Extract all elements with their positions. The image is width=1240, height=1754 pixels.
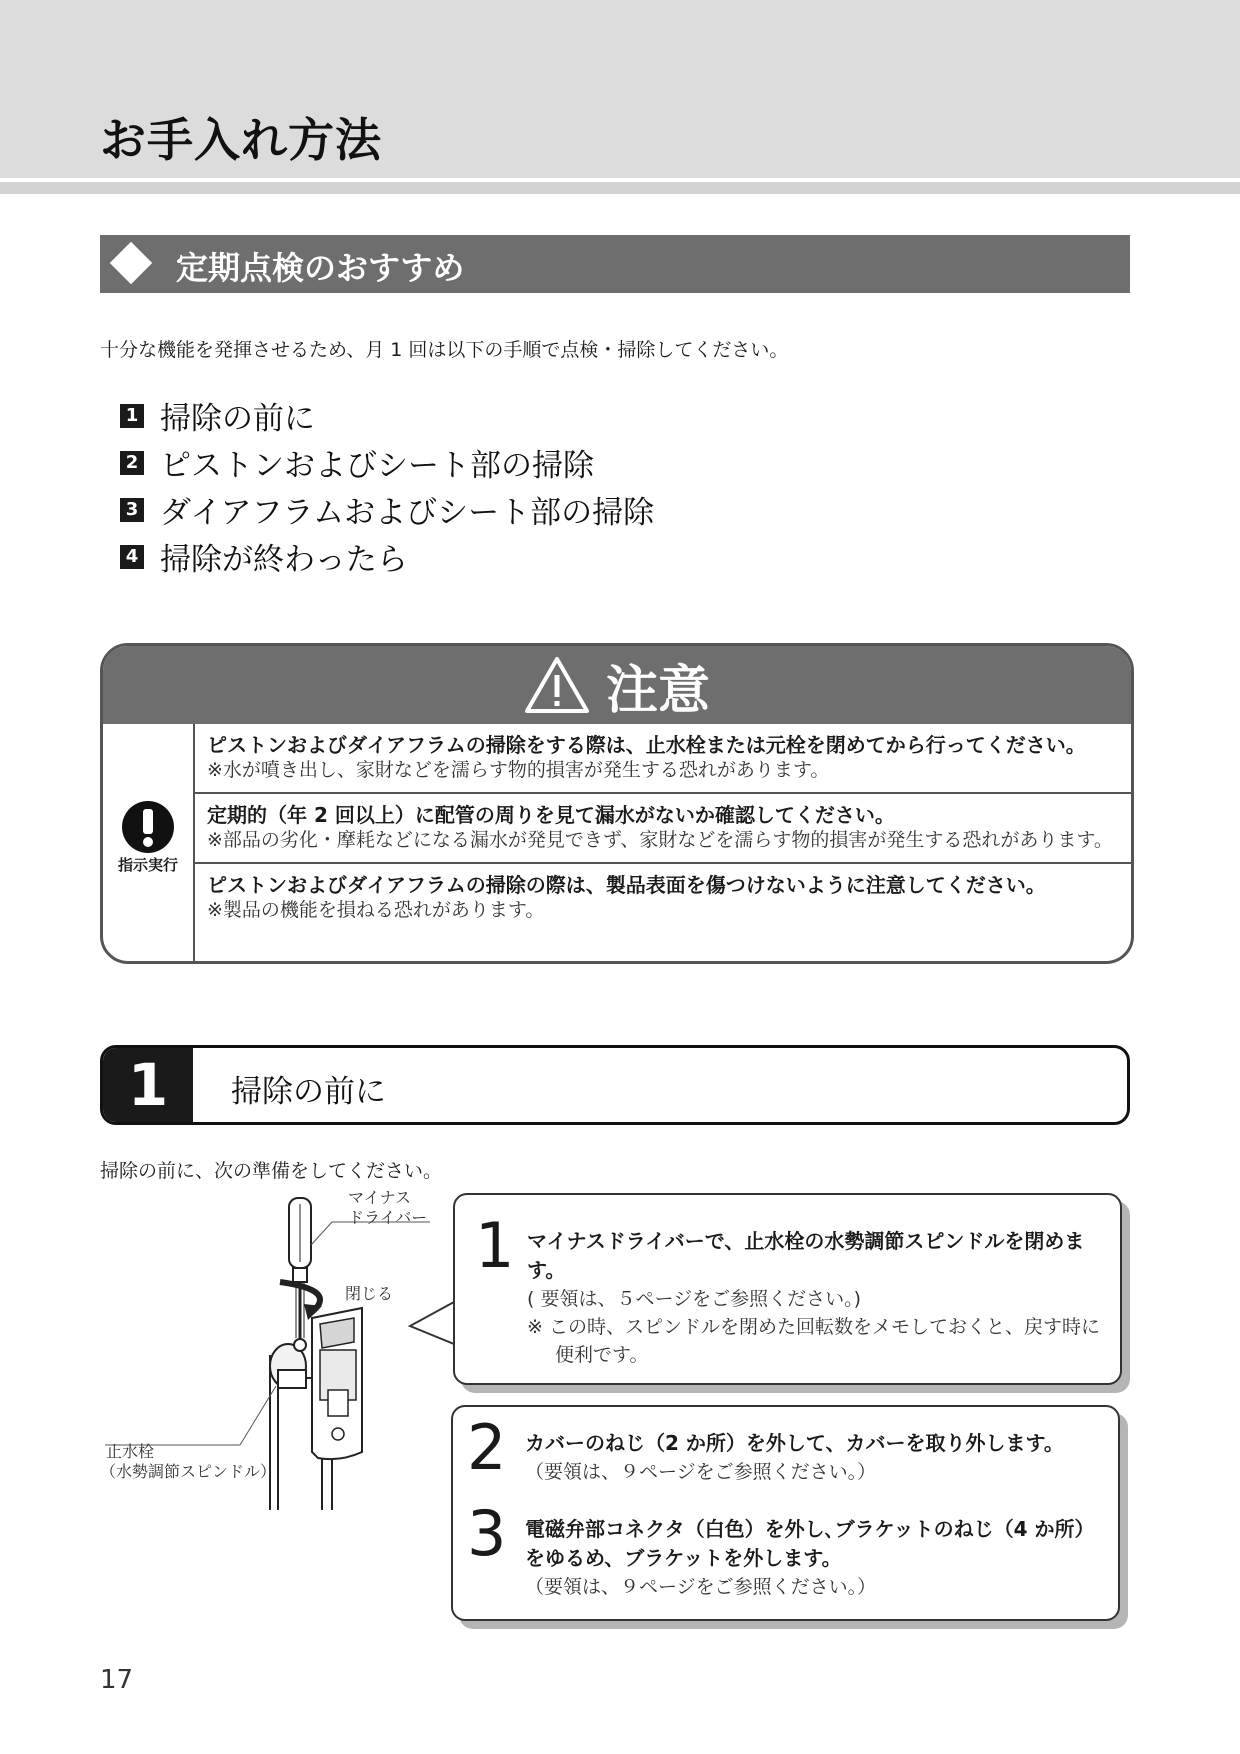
list-item — [120, 486, 654, 533]
caution-box — [100, 643, 1134, 964]
caution-title — [103, 646, 1131, 724]
callout-pointer — [408, 1300, 458, 1348]
caution-note: ※水が噴き出し、家財などを濡らす物的損害が発生する恐れがあります。 — [207, 759, 830, 781]
driver-label-line2: ドライバー — [348, 1208, 428, 1227]
instruction-ref: ( 要領は、５ページをご参照ください。) — [527, 1288, 861, 1310]
mandatory-action-label: 指示実行 — [117, 856, 178, 874]
valve-label-line1: 止水栓 — [106, 1442, 155, 1461]
step-number-badge: 2 — [120, 451, 144, 475]
instruction-ref: （要領は、９ページをご参照ください。） — [525, 1576, 877, 1598]
step-label: 掃除の前に — [160, 401, 315, 437]
instruction-text — [527, 1227, 1102, 1369]
caution-row — [195, 794, 1131, 864]
list-item — [120, 533, 654, 580]
step-number-badge: 1 — [120, 404, 144, 428]
instruction-number: 1 — [475, 1209, 515, 1282]
instruction-main: 電磁弁部コネクタ（白色）を外し､ブラケットのねじ（4 か所）をゆるめ、ブラケットを外します。 — [525, 1517, 1095, 1570]
page-number: 17 — [100, 1665, 134, 1695]
instruction-text — [525, 1429, 1100, 1486]
section1-title: 掃除の前に — [231, 1074, 386, 1110]
caution-main-text: ピストンおよびダイアフラムの掃除をする際は、止水栓または元栓を閉めてから行ってください。 — [207, 733, 1086, 757]
instruction-box-1 — [453, 1193, 1122, 1385]
caution-note: ※製品の機能を損ねる恐れがあります。 — [207, 899, 545, 921]
list-item — [120, 392, 654, 439]
page-title: お手入れ方法 — [100, 113, 382, 167]
close-label: 閉じる — [345, 1284, 394, 1303]
section1-header — [100, 1045, 1130, 1125]
prep-text: 掃除の前に、次の準備をしてください。 — [100, 1160, 443, 1182]
instruction-note: ※ この時、スピンドルを閉めた回転数をメモしておくと、戻す時に便利です。 — [527, 1316, 1100, 1366]
instruction-number: 2 — [467, 1411, 507, 1484]
list-item — [120, 439, 654, 486]
step-label: ピストンおよびシート部の掃除 — [160, 448, 594, 484]
caution-rows — [195, 724, 1131, 932]
caution-row — [195, 724, 1131, 794]
instruction-main: カバーのねじ（2 か所）を外して、カバーを取り外します。 — [525, 1431, 1064, 1455]
step-label: ダイアフラムおよびシート部の掃除 — [160, 495, 655, 531]
instruction-ref: （要領は、９ページをご参照ください。） — [525, 1461, 877, 1483]
section1-number: 1 — [103, 1048, 193, 1122]
intro-text: 十分な機能を発揮させるため、月 1 回は以下の手順で点検・掃除してください。 — [100, 339, 789, 361]
warning-triangle-icon — [524, 656, 590, 714]
header-divider — [0, 178, 1240, 194]
section-title: 定期点検のおすすめ — [176, 249, 465, 287]
instruction-box-2 — [451, 1405, 1120, 1621]
instruction-main: マイナスドライバーで、止水栓の水勢調節スピンドルを閉めます。 — [527, 1229, 1085, 1282]
caution-note: ※部品の劣化・摩耗などになる漏水が発見できず、家財などを濡らす物的損害が発生する恐れがあります。 — [207, 829, 1113, 851]
instruction-text — [525, 1515, 1100, 1601]
caution-title-text: 注意 — [605, 660, 710, 721]
driver-label-line1: マイナス — [348, 1188, 412, 1207]
step-number-badge: 4 — [120, 545, 144, 569]
step-label: 掃除が終わったら — [160, 542, 408, 578]
instruction-number: 3 — [467, 1497, 507, 1570]
valve-label-line2: （水勢調節スピンドル） — [100, 1462, 277, 1481]
caution-main-text: 定期的（年 2 回以上）に配管の周りを見て漏水がないか確認してください。 — [207, 803, 895, 827]
caution-row — [195, 864, 1131, 932]
faucet-illustration — [100, 1190, 440, 1520]
step-list — [120, 392, 654, 580]
caution-icon-cell — [103, 724, 195, 961]
step-number-badge: 3 — [120, 498, 144, 522]
mandatory-action-icon — [121, 800, 175, 854]
caution-main-text: ピストンおよびダイアフラムの掃除の際は、製品表面を傷つけないように注意してください。 — [207, 873, 1046, 897]
